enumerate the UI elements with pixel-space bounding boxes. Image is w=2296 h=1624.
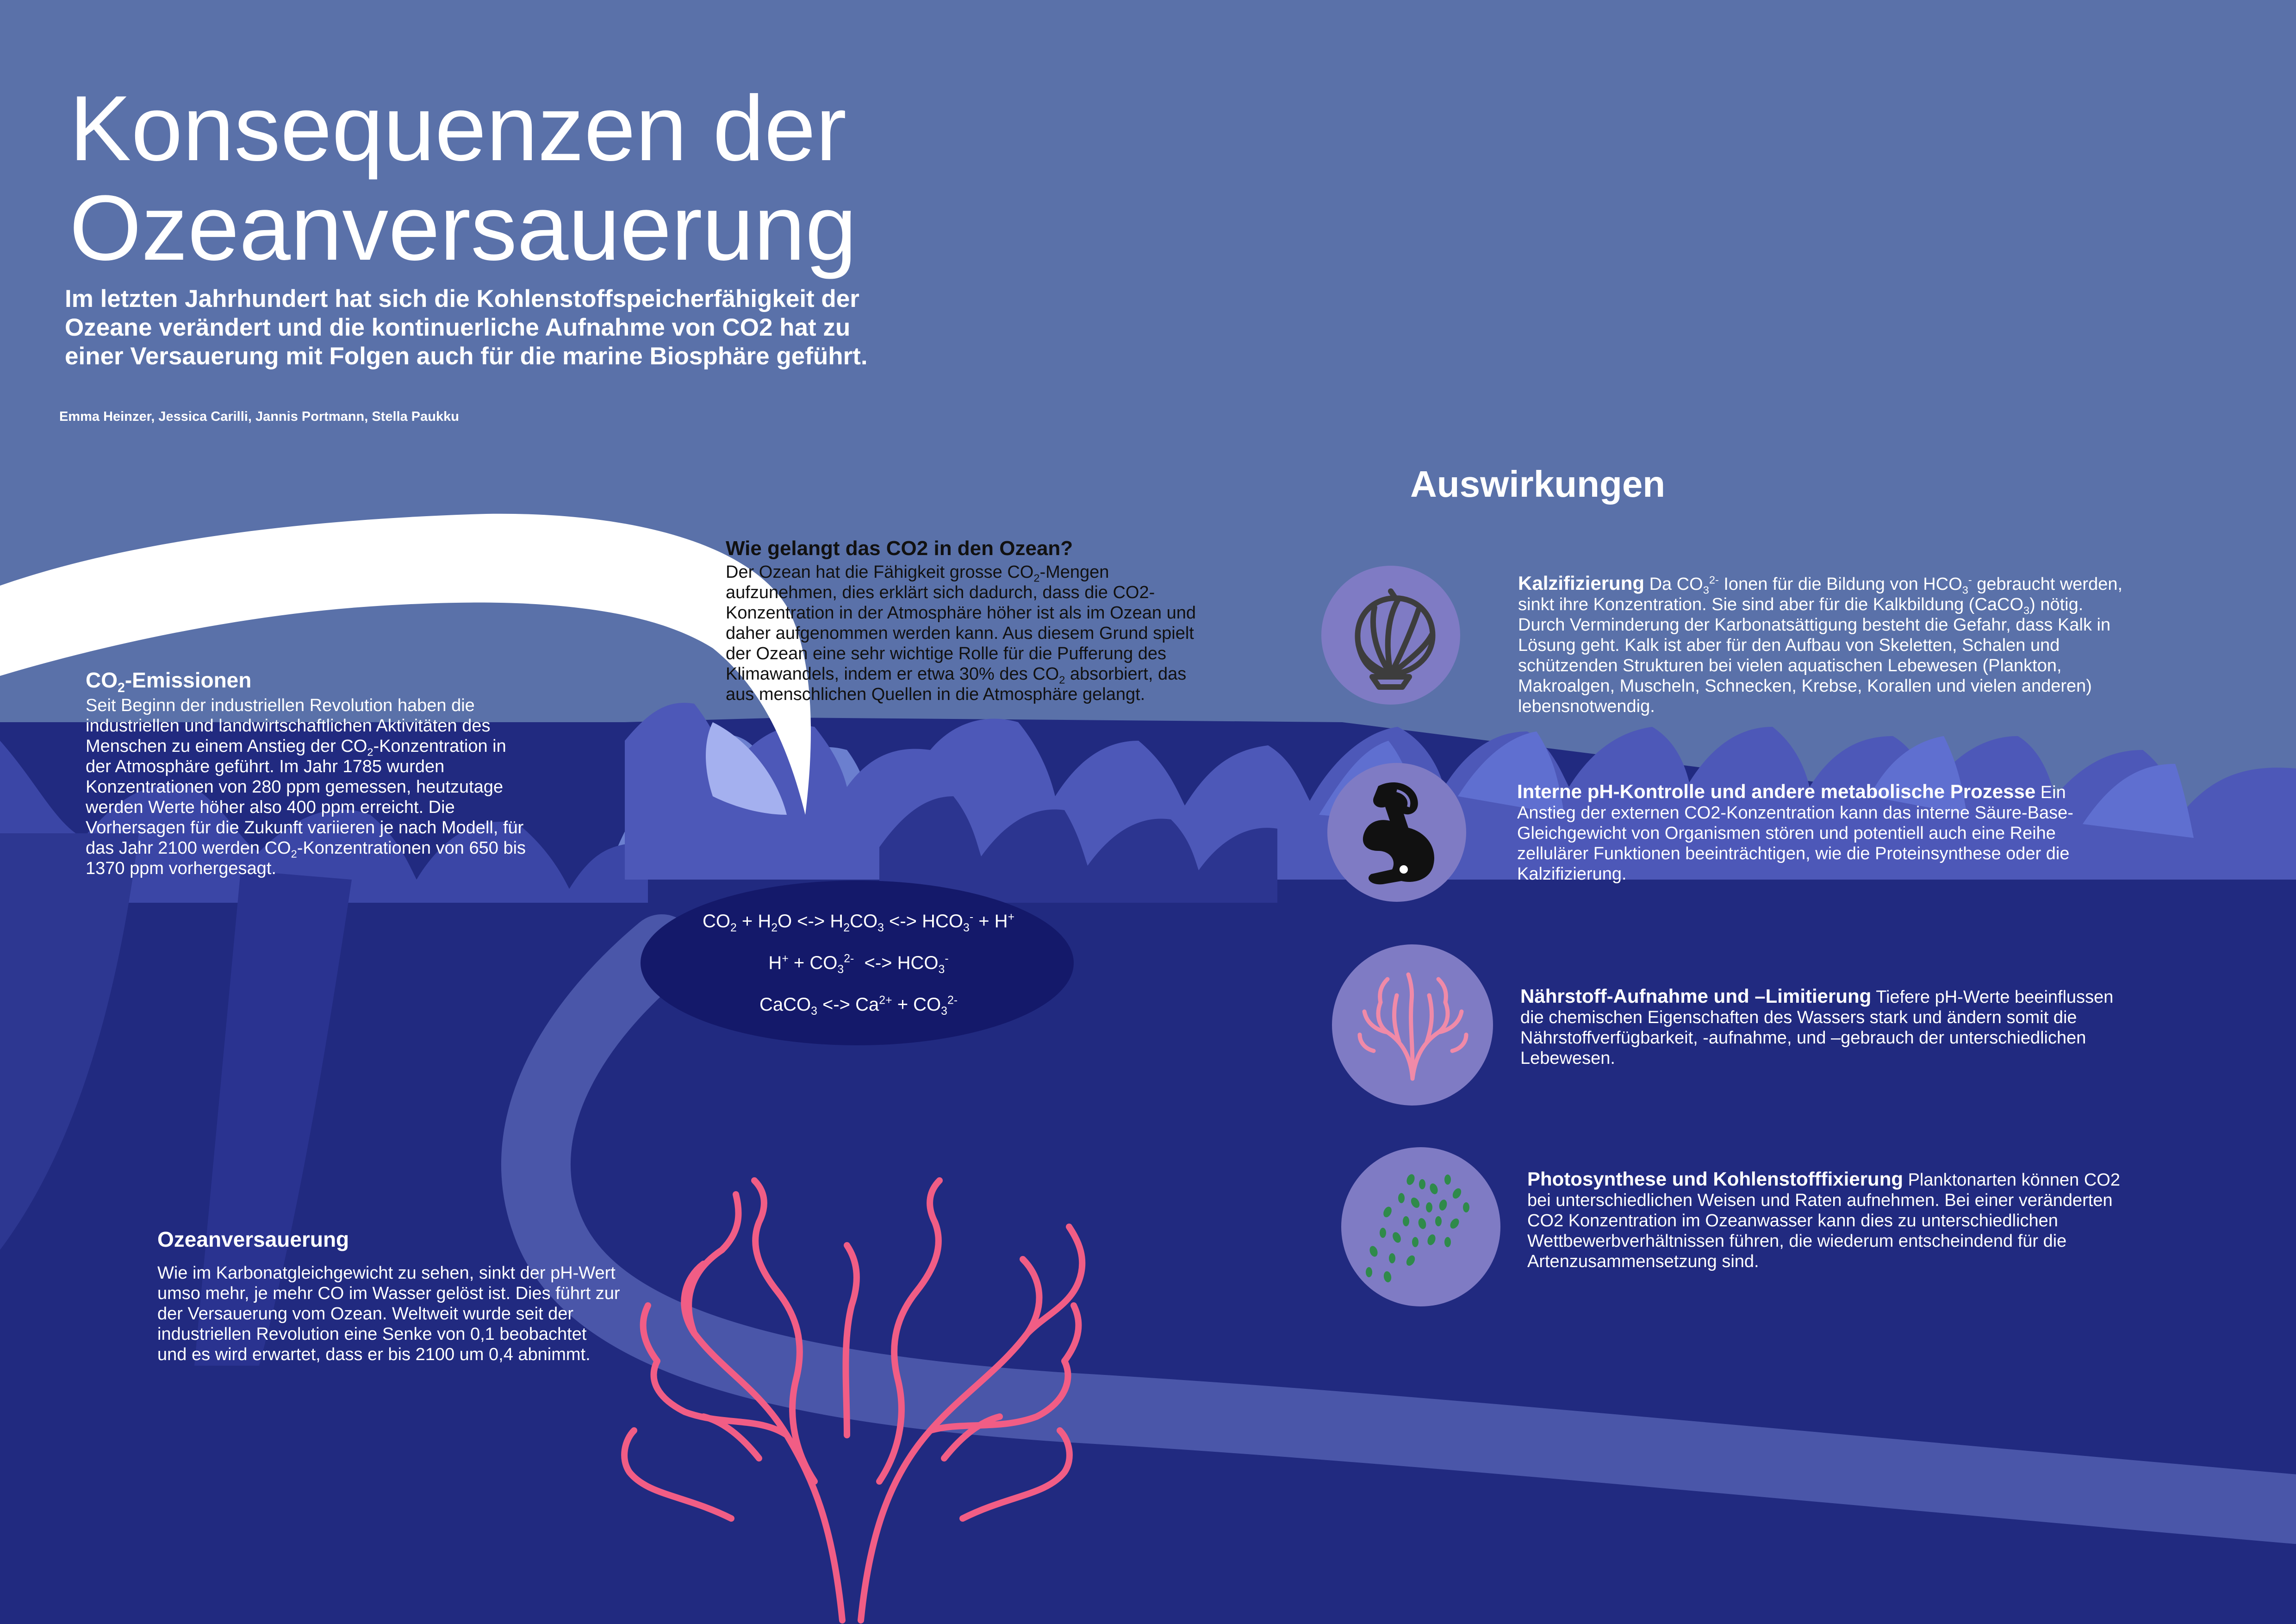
intro-text: Im letzten Jahrhundert hat sich die Kohlenstoffspeicherfähigkeit der Ozeane verändert und die kontinuerliche Aufnahme von CO2 hat zu einer Versauerung mit Folgen auch für die marine Biosphäre geführt. [65,285,868,370]
equation-line-3: CaCO$_3$ <-> $Ca^{2+} + CO_3^{2-}$ [759,994,958,1018]
emissions-p2: -Konzentration in der Atmosphäre geführt. Im Jahr 1785 wurden Konzentrationen von 280 ppm gemessen, heutzutage werden Werte höher also 400 ppm erreicht. Die Vorhersagen für die Zukunft variieren je nach Modell, für das Jahr 2100 werden CO [86,737,524,858]
emissions-p1: Seit Beginn der industriellen Revolution haben die industriellen und landwirtschaftlichen Aktivitäten des Menschen zu einem Anstieg der CO [86,696,491,756]
authors: Emma Heinzer, Jessica Carilli, Jannis Portmann, Stella Paukku [59,409,459,424]
impact-item-2 [1517,781,2128,884]
impact-item-4 [1527,1169,2134,1272]
emissions-heading-sub: 2 [118,681,125,696]
impact-4-body: Planktonarten können CO2 bei unterschiedlichen Weisen und Raten aufnehmen. Bei einer veränderten CO2 Konzentration im Ozeanwasser kann dies zu unterschiedlichen Wettbewerbverhältnissen führen, die wiederum entscheindend für die Artenzusammensetzung sind. [1527,1170,2120,1271]
equation-line-1: $CO_2 + H_2O$ <-> $H_2CO_3$ <-> $HCO_3^- + H^+$ [702,911,1015,934]
ocean-entry-p2: -Mengen aufzunehmen, dies erklärt sich dadurch, dass die CO2-Konzentration in der Atmosphäre höher ist als im Ozean und daher aufgenommen werden kann. Aus diesem Grund spielt der Ozean eine sehr wichtige Rolle für die Pufferung des Klimawandels, indem er etwa 30% des CO [726,562,1196,684]
ocean-entry-p3: absorbiert, das aus menschlichen Quellen in die Atmosphäre gelangt. [726,664,1187,704]
impact-item-1 [1518,573,2129,717]
impact-3-body: Tiefere pH-Werte beeinflussen die chemischen Eigenschaften des Wassers stark und ändern somit die Nährstoffverfügbarkeit, -aufnahme, und –gebrauch der unterschiedlichen Lebewesen. [1520,987,2114,1068]
impacts-heading: Auswirkungen [1410,463,1666,505]
emissions-p3: -Konzentrationen von 650 bis 1370 ppm vorhergesagt. [86,838,526,878]
ocean-entry-body [726,562,1202,705]
impact-4-title: Photosynthese und Kohlenstofffixierung [1527,1168,1904,1190]
plankton-icon [1341,1147,1500,1306]
emissions-p2-sub: 2 [291,848,297,860]
seahorse-icon [1327,763,1466,902]
emissions-section [86,668,530,879]
ocean-entry-p2-sub: 2 [1059,674,1065,686]
ocean-entry-p1-sub: 2 [1033,572,1040,584]
emissions-p1-sub: 2 [367,746,373,758]
impact-4-text [1527,1169,2134,1272]
impact-item-3 [1520,986,2131,1068]
acidification-heading: Ozeanversauerung [157,1227,349,1251]
title-line-2: Ozeanversauerung [69,176,857,280]
acidification-section [157,1227,620,1365]
coral-icon [1332,944,1493,1106]
title-line-1: Konsequenzen der [69,77,847,180]
page-title [69,79,972,278]
impact-3-title: Nährstoff-Aufnahme und –Limitierung [1520,985,1872,1007]
ocean-entry-p1: Der Ozean hat die Fähigkeit grosse CO [726,562,1034,582]
emissions-heading-a: CO [86,668,118,692]
impact-3-text [1520,986,2131,1068]
impact-2-body: Ein Anstieg der externen CO2-Konzentration kann das interne Säure-Base-Gleichgewicht von Organismen stören und potentiell auch eine Reihe zellulärer Funktionen beeinträchtigen, wie die Proteinsynthese oder die Kalzifizierung. [1517,783,2073,884]
impact-1-title: Kalzifizierung [1518,572,1645,594]
emissions-heading-b: -Emissionen [124,668,252,692]
emissions-body [86,695,530,879]
acidification-body: Wie im Karbonatgleichgewicht zu sehen, sinkt der pH-Wert umso mehr, je mehr CO im Wasser gelöst ist. Dies führt zur der Versauerung vom Ozean. Weltweit wurde seit der industriellen Revolution eine Senke von 0,1 beobachtet und es wird erwartet, dass er bis 2100 um 0,4 abnimmt. [157,1263,620,1364]
ocean-entry-heading: Wie gelangt das CO2 in den Ozean? [726,537,1073,560]
impact-2-text [1517,781,2128,884]
equation-line-2: $H^+ + CO_3^{2-}$ <-> $HCO_3^-$ [768,952,949,976]
emissions-heading [86,668,530,696]
impact-1-text: Kalzifizierung Da $CO_3^{2-}$ Ionen für die Bildung von $HCO_3^-$ gebraucht werden, sinkt ihre Konzentration. Sie sind aber für die Kalkbildung (CaCO$_3$) nötig. Durch Verminderung der Karbonatsättigung besteht die Gefahr, dass Kalk in Lösung geht. Kalk ist aber für den Aufbau von Skeletten, Schalen und schützenden Strukturen bei vielen aquatischen Lebewesen (Plankton, Makroalgen, Muscheln, Schnecken, Krebse, Korallen und vielen anderen) lebensnotwendig. [1518,572,2123,716]
ocean-entry-section [726,537,1202,705]
shell-icon [1321,566,1460,705]
impact-2-title: Interne pH-Kontrolle und andere metabolische Prozesse [1517,781,2036,802]
